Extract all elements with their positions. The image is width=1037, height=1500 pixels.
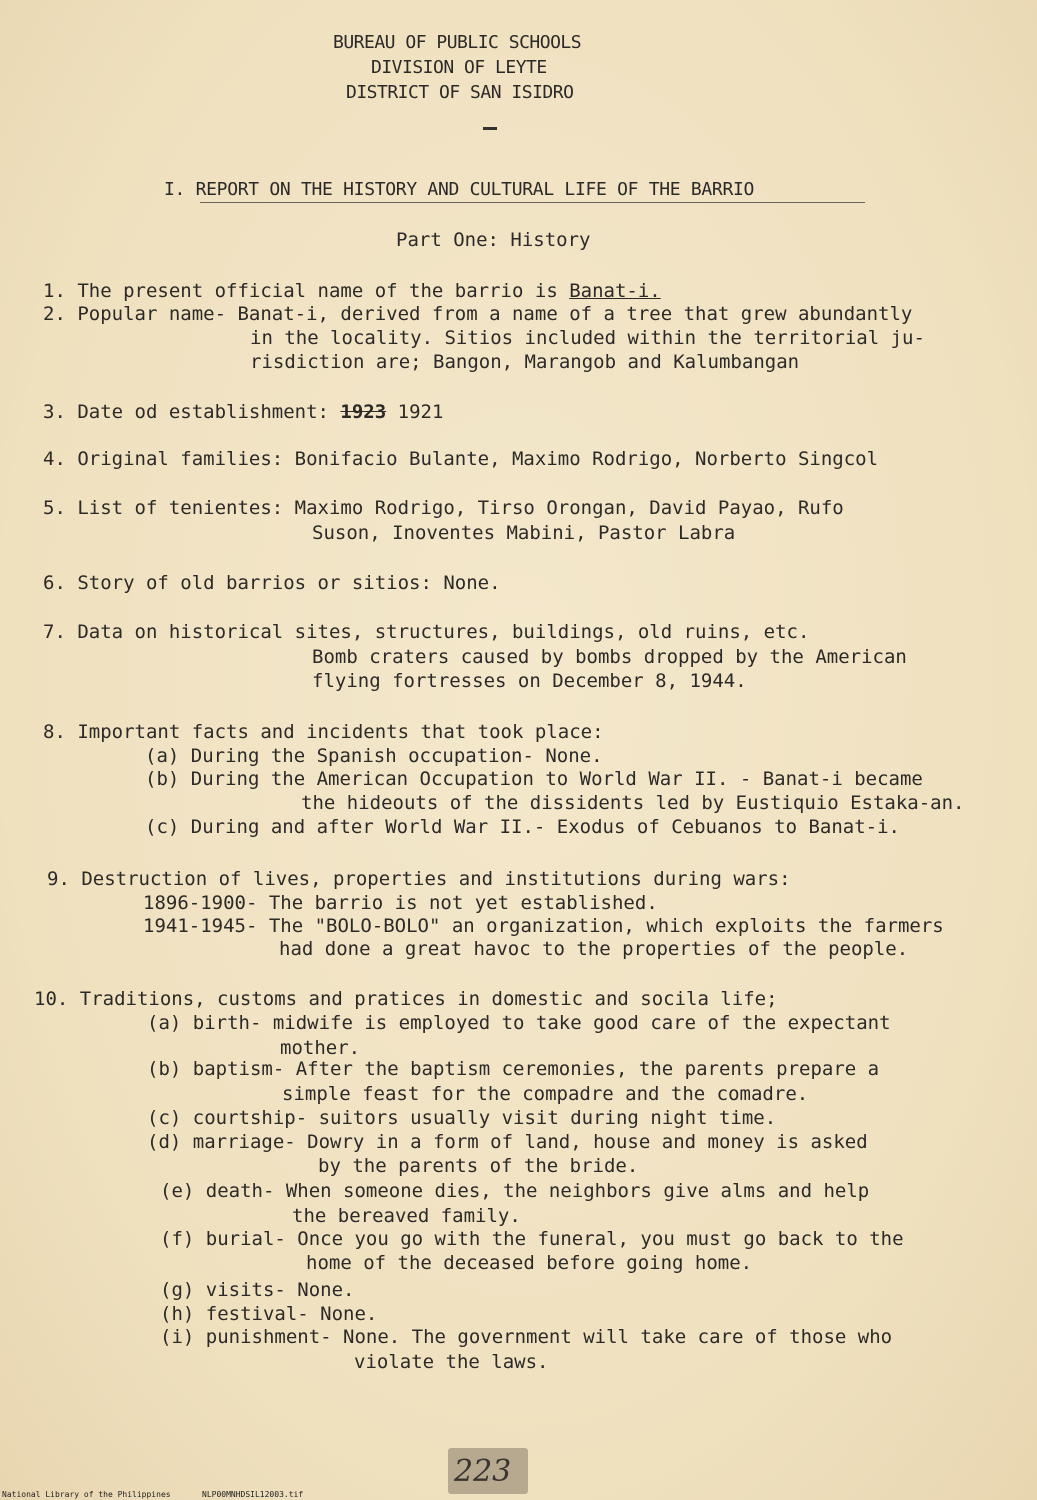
item-10-h: (h) festival- None. [160, 1303, 378, 1325]
item-10-c: (c) courtship- suitors usually visit during night time. [147, 1107, 777, 1129]
item-7-line-2: Bomb craters caused by bombs dropped by the American [312, 646, 907, 668]
item-3-text: 3. Date od establishment: [43, 401, 341, 423]
item-10-b-2: simple feast for the compadre and the comadre. [282, 1083, 809, 1105]
item-2-line-3: risdiction are; Bangon, Marangob and Kalumbangan [250, 351, 800, 373]
title-underline [200, 202, 865, 203]
item-10-b-1: (b) baptism- After the baptism ceremonies, the parents prepare a [147, 1058, 880, 1080]
item-5-line-1: 5. List of tenientes: Maximo Rodrigo, Tirso Orongan, David Payao, Rufo [43, 497, 844, 519]
page-number: 223 [454, 1454, 512, 1489]
item-9-line-1: 9. Destruction of lives, properties and institutions during wars: [47, 868, 791, 890]
struck-date: 1923 [340, 401, 387, 423]
item-7-line-3: flying fortresses on December 8, 1944. [312, 670, 747, 692]
item-2-line-2: in the locality. Sitios included within the territorial ju- [250, 327, 925, 349]
item-10-f-2: home of the deceased before going home. [306, 1252, 753, 1274]
item-1 [43, 280, 661, 302]
header-divider [483, 127, 497, 130]
item-10-g: (g) visits- None. [160, 1279, 355, 1301]
item-4: 4. Original families: Bonifacio Bulante, Maximo Rodrigo, Norberto Singcol [43, 448, 879, 470]
item-10-i-1: (i) punishment- None. The government will take care of those who [160, 1326, 893, 1348]
header-district: DISTRICT OF SAN ISIDRO [346, 82, 574, 103]
item-10-d-2: by the parents of the bride. [318, 1155, 639, 1177]
report-title: I. REPORT ON THE HISTORY AND CULTURAL LIFE OF THE BARRIO [164, 179, 755, 200]
item-10-e-2: the bereaved family. [292, 1205, 521, 1227]
item-1-text: 1. The present official name of the barrio is [43, 280, 570, 302]
item-8-a: (a) During the Spanish occupation- None. [145, 745, 603, 767]
item-10-e-1: (e) death- When someone dies, the neighbors give alms and help [160, 1180, 870, 1202]
footer-filename: NLP00MNHDSIL12003.tif [202, 1490, 304, 1499]
footer-library: National Library of the Philippines [2, 1490, 171, 1499]
item-10-d-1: (d) marriage- Dowry in a form of land, house and money is asked [147, 1131, 868, 1153]
item-5-line-2: Suson, Inoventes Mabini, Pastor Labra [312, 522, 736, 544]
section-subtitle: Part One: History [396, 229, 591, 251]
barrio-name: Banat-i. [569, 280, 661, 302]
header-bureau: BUREAU OF PUBLIC SCHOOLS [333, 32, 582, 53]
item-8-b-1: (b) During the American Occupation to World War II. - Banat-i became [145, 768, 923, 790]
establishment-year: 1921 [386, 401, 444, 423]
item-10-f-1: (f) burial- Once you go with the funeral, you must go back to the [160, 1228, 904, 1250]
item-8-b-2: the hideouts of the dissidents led by Eustiquio Estaka-an. [301, 792, 965, 814]
item-9-b-2: had done a great havoc to the properties of the people. [279, 938, 909, 960]
item-10-a-2: mother. [280, 1037, 361, 1059]
item-10-i-2: violate the laws. [354, 1351, 549, 1373]
item-10-line-1: 10. Traditions, customs and pratices in domestic and socila life; [34, 988, 778, 1010]
item-9-b-1: 1941-1945- The "BOLO-BOLO" an organization, which exploits the farmers [143, 915, 944, 937]
item-8-c: (c) During and after World War II.- Exodus of Cebuanos to Banat-i. [145, 816, 900, 838]
page-number-stamp [448, 1448, 528, 1494]
item-7-line-1: 7. Data on historical sites, structures, buildings, old ruins, etc. [43, 621, 810, 643]
item-8-line-1: 8. Important facts and incidents that took place: [43, 721, 604, 743]
item-9-a: 1896-1900- The barrio is not yet established. [143, 892, 658, 914]
item-10-a-1: (a) birth- midwife is employed to take good care of the expectant [147, 1012, 891, 1034]
header-division: DIVISION OF LEYTE [371, 57, 547, 78]
item-6: 6. Story of old barrios or sitios: None. [43, 572, 501, 594]
item-2-line-1: 2. Popular name- Banat-i, derived from a name of a tree that grew abundantly [43, 303, 913, 325]
item-3 [43, 401, 443, 423]
